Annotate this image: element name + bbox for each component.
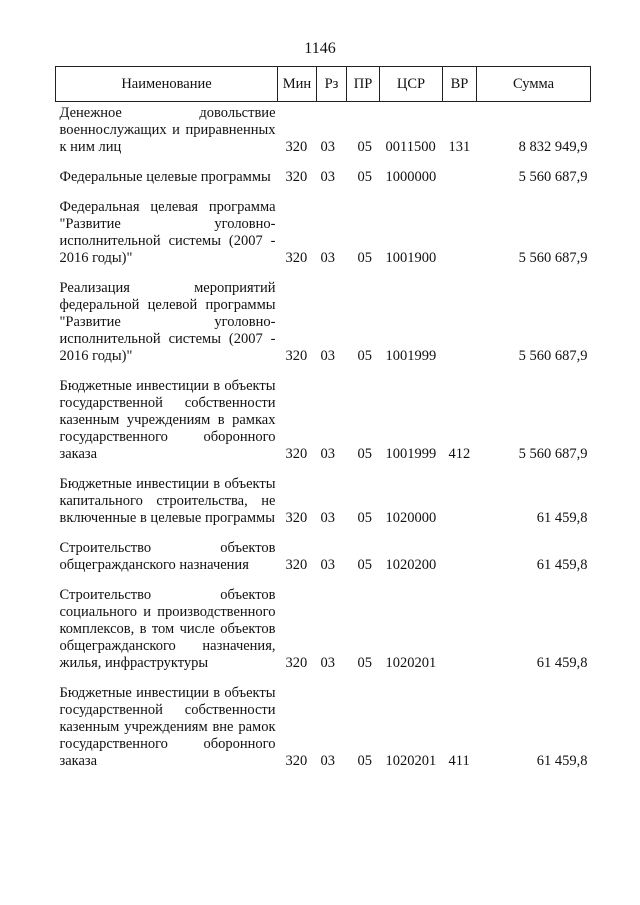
row-name: Бюджетные инвестиции в объекты государственной собственности казенным учреждениям вне рамок государственного оборонного заказа [59, 685, 276, 769]
row-sum: 5 560 687,9 [518, 348, 588, 364]
row-rz: 03 [320, 169, 335, 185]
row-csr: 0011500 [385, 139, 436, 155]
table-row [56, 537, 591, 584]
row-sum: 8 832 949,9 [518, 139, 588, 155]
row-sum: 61 459,8 [536, 753, 588, 769]
table-body [56, 102, 591, 781]
row-min: 320 [285, 446, 308, 462]
row-name: Федеральная целевая программа "Развитие уголовно-исполнительной системы (2007 - 2016 годы)" [59, 199, 276, 266]
row-rz: 03 [320, 753, 335, 769]
row-pr: 05 [357, 753, 372, 769]
header-rz: Рз [317, 67, 347, 102]
row-vr [443, 166, 477, 196]
row-csr: 1000000 [385, 169, 437, 185]
row-sum: 5 560 687,9 [518, 169, 588, 185]
row-rz: 03 [320, 348, 335, 364]
row-name: Денежное довольствие военнослужащих и приравненных к ним лиц [59, 105, 276, 155]
row-rz: 03 [320, 510, 335, 526]
table-row [56, 682, 591, 780]
row-name: Строительство объектов социального и производственного комплексов, в том числе объектов общегражданского назначения, жилья, инфраструктуры [59, 587, 276, 671]
row-vr: 131 [448, 139, 471, 155]
header-name: Наименование [56, 67, 278, 102]
row-min: 320 [285, 250, 308, 266]
row-sum: 61 459,8 [536, 557, 588, 573]
table-row [56, 102, 591, 167]
row-csr: 1020200 [385, 557, 437, 573]
row-pr: 05 [357, 139, 372, 155]
table-row [56, 584, 591, 682]
row-vr [443, 196, 477, 277]
row-min: 320 [285, 348, 308, 364]
header-vr: ВР [443, 67, 477, 102]
page-number: 1146 [304, 40, 336, 57]
row-name: Федеральные целевые программы [59, 169, 271, 185]
row-min: 320 [285, 139, 308, 155]
row-pr: 05 [357, 348, 372, 364]
table-row [56, 166, 591, 196]
row-csr: 1001999 [385, 348, 437, 364]
table-row [56, 196, 591, 277]
row-min: 320 [285, 753, 308, 769]
row-name: Реализация мероприятий федеральной целевой программы "Развитие уголовно-исполнительной системы (2007 - 2016 годы)" [59, 280, 276, 364]
row-rz: 03 [320, 557, 335, 573]
row-sum: 61 459,8 [536, 510, 588, 526]
row-sum: 5 560 687,9 [518, 250, 588, 266]
row-rz: 03 [320, 250, 335, 266]
table-row [56, 473, 591, 537]
row-rz: 03 [320, 139, 335, 155]
header-csr: ЦСР [380, 67, 443, 102]
budget-table [55, 66, 591, 780]
row-vr [443, 584, 477, 682]
row-vr [443, 277, 477, 375]
table-row [56, 375, 591, 473]
row-csr: 1001999 [385, 446, 437, 462]
row-pr: 05 [357, 655, 372, 671]
row-name: Бюджетные инвестиции в объекты государственной собственности казенным учреждениям в рамках государственного оборонного заказа [59, 378, 276, 462]
row-rz: 03 [320, 655, 335, 671]
row-csr: 1020000 [385, 510, 437, 526]
row-csr: 1001900 [385, 250, 437, 266]
row-pr: 05 [357, 169, 372, 185]
row-pr: 05 [357, 446, 372, 462]
table-header-row [56, 67, 591, 102]
table-row [56, 277, 591, 375]
header-sum: Сумма [477, 67, 591, 102]
row-csr: 1020201 [385, 655, 437, 671]
row-sum: 61 459,8 [536, 655, 588, 671]
row-min: 320 [285, 169, 308, 185]
row-min: 320 [285, 557, 308, 573]
row-csr: 1020201 [385, 753, 437, 769]
row-sum: 5 560 687,9 [518, 446, 588, 462]
row-vr [443, 473, 477, 537]
row-pr: 05 [357, 557, 372, 573]
row-vr: 411 [448, 753, 470, 769]
row-name: Строительство объектов общегражданского назначения [59, 540, 276, 573]
row-pr: 05 [357, 250, 372, 266]
row-min: 320 [285, 655, 308, 671]
row-rz: 03 [320, 446, 335, 462]
row-pr: 05 [357, 510, 372, 526]
row-vr: 412 [448, 446, 471, 462]
row-min: 320 [285, 510, 308, 526]
row-name: Бюджетные инвестиции в объекты капитального строительства, не включенные в целевые программы [59, 476, 276, 526]
header-pr: ПР [347, 67, 380, 102]
row-vr [443, 537, 477, 584]
header-min: Мин [278, 67, 317, 102]
